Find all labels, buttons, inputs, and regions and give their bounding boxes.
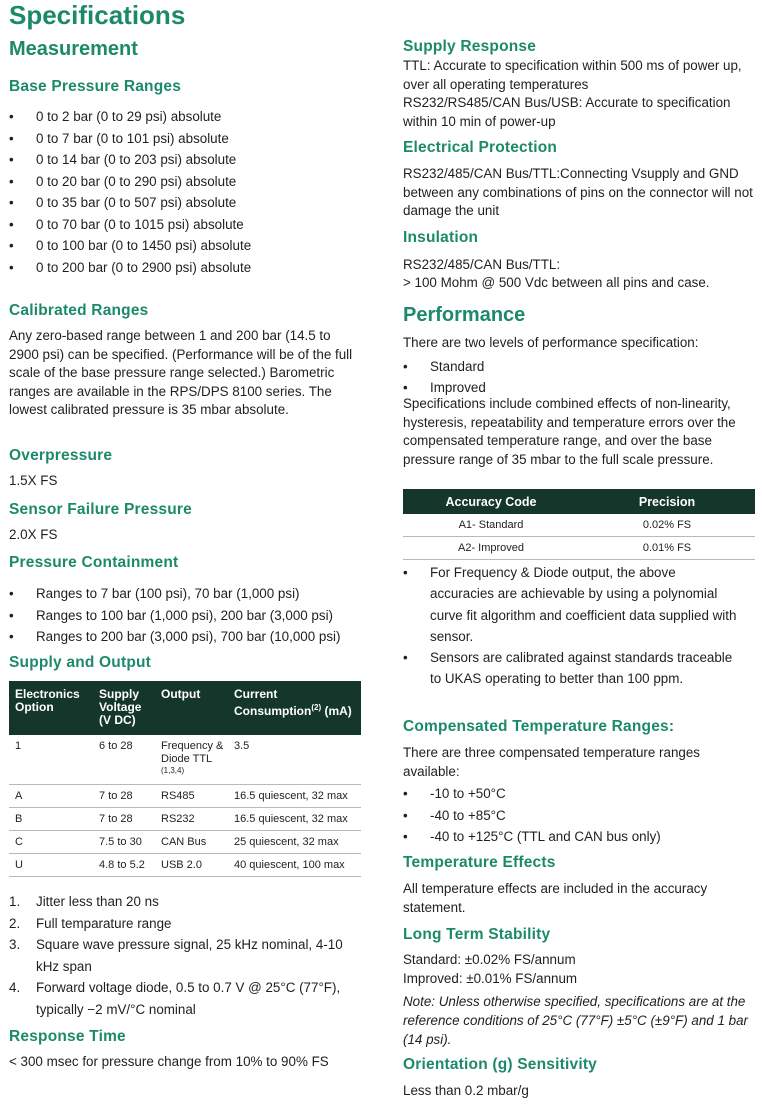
- table-cell: U: [9, 853, 93, 876]
- accuracy-table: [403, 489, 755, 560]
- list-item: • 0 to 35 bar (0 to 507 psi) absolute: [9, 192, 251, 214]
- supply-response-serial: RS232/RS485/CAN Bus/USB: Accurate to specification within 10 min of power-up: [403, 95, 731, 129]
- orientation-sensitivity-heading: Orientation (g) Sensitivity: [403, 1056, 598, 1073]
- list-item: • 0 to 200 bar (0 to 2900 psi) absolute: [9, 257, 251, 279]
- list-item: • Ranges to 200 bar (3,000 psi), 700 bar (10,000 psi): [9, 626, 340, 648]
- performance-levels: [403, 356, 486, 398]
- insulation-heading: Insulation: [403, 229, 479, 246]
- column-header: Supply Voltage (V DC): [93, 681, 155, 735]
- table-cell: B: [9, 807, 93, 830]
- insulation-line-2: > 100 Mohm @ 500 Vdc between all pins and case.: [403, 275, 710, 290]
- current-header-unit: (mA): [324, 704, 352, 718]
- table-cell: 16.5 quiescent, 32 max: [228, 807, 361, 830]
- supply-output-heading: Supply and Output: [9, 654, 152, 671]
- supply-response-heading: Supply Response: [403, 38, 537, 55]
- list-item: • 0 to 7 bar (0 to 101 psi) absolute: [9, 128, 251, 150]
- list-item: • 0 to 100 bar (0 to 1450 psi) absolute: [9, 235, 251, 257]
- table-cell: 7 to 28: [93, 784, 155, 807]
- performance-intro: There are two levels of performance specification:: [403, 335, 699, 350]
- table-cell: USB 2.0: [155, 853, 228, 876]
- table-cell: 4.8 to 5.2: [93, 853, 155, 876]
- insulation-line-1: RS232/485/CAN Bus/TTL:: [403, 257, 561, 272]
- column-header: Output: [155, 681, 228, 735]
- footnote-marker: (1,3,4): [161, 766, 185, 775]
- reference-conditions-note: Note: Unless otherwise specified, specifications are at the reference conditions of 25°C (77°F) ±5°C (±9°F) and 1 bar (14 psi).: [403, 994, 748, 1047]
- table-row: [403, 514, 755, 537]
- overpressure-heading: Overpressure: [9, 447, 113, 464]
- table-header-row: [403, 489, 755, 514]
- list-item: • 0 to 2 bar (0 to 29 psi) absolute: [9, 106, 251, 128]
- table-cell: 0.01% FS: [579, 537, 755, 560]
- list-item: • Improved: [403, 377, 486, 398]
- table-row: [9, 735, 361, 784]
- calibrated-ranges-text: Any zero-based range between 1 and 200 bar (14.5 to 2900 psi) can be specified. (Performance will be of the full scale of the base pressure range selected.) Barometric ranges are available in the RPS/DPS 8100 series. The lowest calibrated pressure is 35 mbar absolute.: [9, 328, 353, 418]
- sensor-failure-heading: Sensor Failure Pressure: [9, 501, 192, 518]
- list-item: • Standard: [403, 356, 486, 377]
- list-item: • For Frequency & Diode output, the above accuracies are achievable by using a polynomial curve fit algorithm and coefficient data supplied with sensor.: [403, 562, 743, 647]
- performance-heading: Performance: [403, 304, 526, 326]
- footnote-item: [9, 934, 359, 977]
- footnote-text: Forward voltage diode, 0.5 to 0.7 V @ 25°C (77°F), typically −2 mV/°C nominal: [36, 980, 341, 1017]
- containment-heading: Pressure Containment: [9, 554, 179, 571]
- temperature-effects-heading: Temperature Effects: [403, 854, 556, 871]
- orientation-sensitivity-value: Less than 0.2 mbar/g: [403, 1083, 529, 1098]
- footnotes-list: [9, 891, 359, 1020]
- table-cell: A2- Improved: [403, 537, 579, 560]
- long-term-stability-heading: Long Term Stability: [403, 926, 551, 943]
- table-cell: 0.02% FS: [579, 514, 755, 537]
- sensor-failure-value: 2.0X FS: [9, 527, 58, 542]
- overpressure-value: 1.5X FS: [9, 473, 58, 488]
- table-header-row: [9, 681, 361, 735]
- footnote-text: Square wave pressure signal, 25 kHz nominal, 4-10 kHz span: [36, 937, 343, 974]
- table-cell: 6 to 28: [93, 735, 155, 784]
- base-pressure-list: [9, 106, 251, 278]
- performance-text: Specifications include combined effects of non-linearity, hysteresis, repeatability and temperature errors over the compensated temperature range, and over the base pressure range of 35 mbar to the full scale pressure.: [403, 396, 736, 467]
- output-text: Frequency & Diode TTL: [161, 740, 224, 765]
- footnote-number: 1.: [9, 894, 21, 909]
- measurement-heading: Measurement: [9, 38, 138, 60]
- list-item: • 0 to 20 bar (0 to 290 psi) absolute: [9, 171, 251, 193]
- table-cell: 1: [9, 735, 93, 784]
- table-cell: 16.5 quiescent, 32 max: [228, 784, 361, 807]
- base-pressure-heading: Base Pressure Ranges: [9, 78, 182, 95]
- table-row: [9, 830, 361, 853]
- table-cell: C: [9, 830, 93, 853]
- table-cell: A: [9, 784, 93, 807]
- current-header-text: Current Consumption: [234, 687, 312, 718]
- temperature-effects-text: All temperature effects are included in the accuracy statement.: [403, 881, 708, 915]
- long-term-improved: Improved: ±0.01% FS/annum: [403, 971, 578, 986]
- long-term-standard: Standard: ±0.02% FS/annum: [403, 952, 576, 967]
- column-header: Precision: [579, 489, 755, 514]
- table-cell: 7.5 to 30: [93, 830, 155, 853]
- table-row: [9, 807, 361, 830]
- list-item: • Ranges to 7 bar (100 psi), 70 bar (1,000 psi): [9, 583, 340, 605]
- footnote-item: [9, 977, 359, 1020]
- footnote-number: 2.: [9, 915, 21, 931]
- list-item: • 0 to 70 bar (0 to 1015 psi) absolute: [9, 214, 251, 236]
- list-item: • -40 to +125°C (TTL and CAN bus only): [403, 826, 661, 848]
- footnote-text: Full temparature range: [36, 915, 172, 931]
- footnote-number: 4.: [9, 980, 21, 995]
- column-header: Accuracy Code: [403, 489, 579, 514]
- table-cell: 40 quiescent, 100 max: [228, 853, 361, 876]
- electrical-protection-text: RS232/485/CAN Bus/TTL:Connecting Vsupply and GND between any combinations of pins on the connector will not damage the unit: [403, 166, 753, 219]
- table-cell: 25 quiescent, 32 max: [228, 830, 361, 853]
- containment-list: [9, 583, 340, 648]
- footnote-text: Jitter less than 20 ns: [36, 894, 159, 909]
- column-header: [228, 681, 361, 735]
- compensated-temperature-intro: There are three compensated temperature ranges available:: [403, 745, 700, 779]
- list-item: • 0 to 14 bar (0 to 203 psi) absolute: [9, 149, 251, 171]
- table-cell: A1- Standard: [403, 514, 579, 537]
- table-cell: CAN Bus: [155, 830, 228, 853]
- compensated-temperature-heading: Compensated Temperature Ranges:: [403, 718, 675, 735]
- page-title: Specifications: [9, 0, 186, 30]
- list-item: • Ranges to 100 bar (1,000 psi), 200 bar (3,000 psi): [9, 605, 340, 627]
- table-cell: 3.5: [228, 735, 361, 784]
- supply-output-table: [9, 681, 361, 877]
- supply-response-ttl: TTL: Accurate to specification within 500 ms of power up, over all operating temperatures: [403, 58, 742, 92]
- calibrated-ranges-heading: Calibrated Ranges: [9, 302, 149, 319]
- list-item: • -10 to +50°C: [403, 783, 661, 805]
- table-row: [9, 784, 361, 807]
- footnote-marker: (2): [311, 703, 322, 712]
- table-cell: 7 to 28: [93, 807, 155, 830]
- column-header: Electronics Option: [9, 681, 93, 735]
- response-time-value: < 300 msec for pressure change from 10% to 90% FS: [9, 1054, 329, 1069]
- list-item: • Sensors are calibrated against standards traceable to UKAS operating to better than 100 ppm.: [403, 647, 743, 690]
- table-row: [9, 853, 361, 876]
- footnote-number: 3.: [9, 937, 21, 952]
- list-item: • -40 to +85°C: [403, 805, 661, 827]
- electrical-protection-heading: Electrical Protection: [403, 139, 558, 156]
- compensated-temperature-list: [403, 783, 661, 848]
- footnote-item: [9, 891, 359, 913]
- table-cell: RS232: [155, 807, 228, 830]
- table-row: [403, 537, 755, 560]
- response-time-heading: Response Time: [9, 1028, 126, 1045]
- table-cell: [155, 735, 228, 784]
- table-cell: RS485: [155, 784, 228, 807]
- performance-notes: [403, 562, 743, 690]
- footnote-item: [9, 913, 359, 935]
